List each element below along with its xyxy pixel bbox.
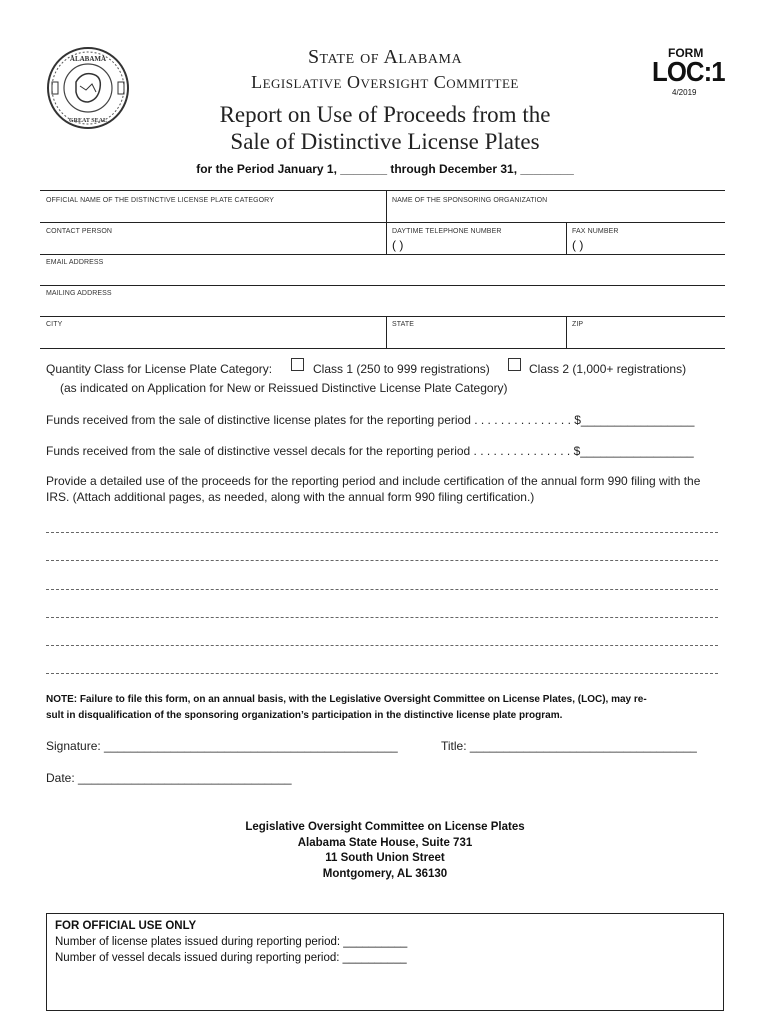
daytime-phone-field[interactable]: DAYTIME TELEPHONE NUMBER [392,228,502,235]
proceeds-detail-line[interactable] [46,532,718,533]
seal-text-top: ALABAMA [69,55,107,63]
mailing-address-field[interactable]: MAILING ADDRESS [46,290,112,297]
grid-line [40,222,725,223]
state-field[interactable]: STATE [392,321,415,328]
reporting-period: for the Period January 1, _______ through December 31, ________ [196,162,574,176]
quantity-class-label: Quantity Class for License Plate Category: [46,362,273,376]
signature-field[interactable]: Signature: ____________________________________________ [46,739,398,753]
grid-divider [386,190,387,254]
sponsoring-org-field[interactable]: NAME OF THE SPONSORING ORGANIZATION [392,197,548,204]
official-use-title: FOR OFFICIAL USE ONLY [55,920,197,932]
funds-plates-field[interactable]: Funds received from the sale of distinctive license plates for the reporting period . . . . . . . . . . . . . . . $_________________ [46,413,695,427]
quantity-class-note: (as indicated on Application for New or Reissued Distinctive License Plate Category) [60,381,508,395]
plate-category-field[interactable]: OFFICIAL NAME OF THE DISTINCTIVE LICENSE PLATE CATEGORY [46,197,274,204]
provide-instructions-line1: Provide a detailed use of the proceeds for the reporting period and include certification of the annual form 990 filing with the [46,474,701,488]
proceeds-detail-line[interactable] [46,645,718,646]
report-title [0,101,770,155]
proceeds-detail-line[interactable] [46,560,718,561]
address-line3: 11 South Union Street [325,852,445,864]
grid-line [40,316,725,317]
grid-divider [566,222,567,254]
fax-number-field[interactable]: FAX NUMBER [572,228,619,235]
grid-divider [566,316,567,348]
provide-instructions-line2: IRS. (Attach additional pages, as needed, along with the annual form 990 filing certification.) [46,490,535,504]
address-line2: Alabama State House, Suite 731 [297,837,473,849]
form-date: 4/2019 [672,88,697,97]
class1-checkbox[interactable] [291,358,304,371]
grid-line [40,285,725,286]
title-field[interactable]: Title: __________________________________ [441,739,697,753]
zip-field[interactable]: ZIP [572,321,584,328]
phone-area-code: ( ) [392,238,404,252]
address-line4: Montgomery, AL 36130 [322,868,448,880]
decals-issued-field[interactable]: Number of vessel decals issued during reporting period: __________ [55,952,407,964]
contact-person-field[interactable]: CONTACT PERSON [46,228,113,235]
form-code: LOC:1 [652,56,725,87]
filing-note-line1: NOTE: Failure to file this form, on an annual basis, with the Legislative Oversight Committee on License Plates, (LOC), may re- [46,694,647,705]
seal-text-bottom: GREAT SEAL [69,118,107,124]
email-field[interactable]: EMAIL ADDRESS [46,259,104,266]
date-field[interactable]: Date: ________________________________ [46,771,292,785]
committee-title: Legislative Oversight Committee [251,72,519,92]
city-field[interactable]: CITY [46,321,63,328]
grid-divider [386,316,387,348]
form-label: FORM [668,46,704,60]
class1-label: Class 1 (250 to 999 registrations) [313,362,490,376]
grid-line [40,254,725,255]
plates-issued-field[interactable]: Number of license plates issued during reporting period: __________ [55,936,408,948]
funds-decals-field[interactable]: Funds received from the sale of distinctive vessel decals for the reporting period . . . . . . . . . . . . . . . $_________________ [46,444,694,458]
address-line1: Legislative Oversight Committee on License Plates [245,821,525,833]
proceeds-detail-line[interactable] [46,673,718,674]
report-title-line1: Report on Use of Proceeds from the [219,102,551,127]
class2-label: Class 2 (1,000+ registrations) [529,362,687,376]
proceeds-detail-line[interactable] [46,617,718,618]
official-use-box [46,913,724,1011]
class2-checkbox[interactable] [508,358,521,371]
filing-note [46,692,726,724]
fax-area-code: ( ) [572,238,584,252]
grid-line [40,348,725,349]
report-title-line2: Sale of Distinctive License Plates [230,129,540,154]
grid-line [40,190,725,191]
filing-note-line2: sult in disqualification of the sponsoring organization’s participation in the distinctive license plate program. [46,710,563,721]
state-title: State of Alabama [307,46,463,68]
proceeds-detail-line[interactable] [46,589,718,590]
